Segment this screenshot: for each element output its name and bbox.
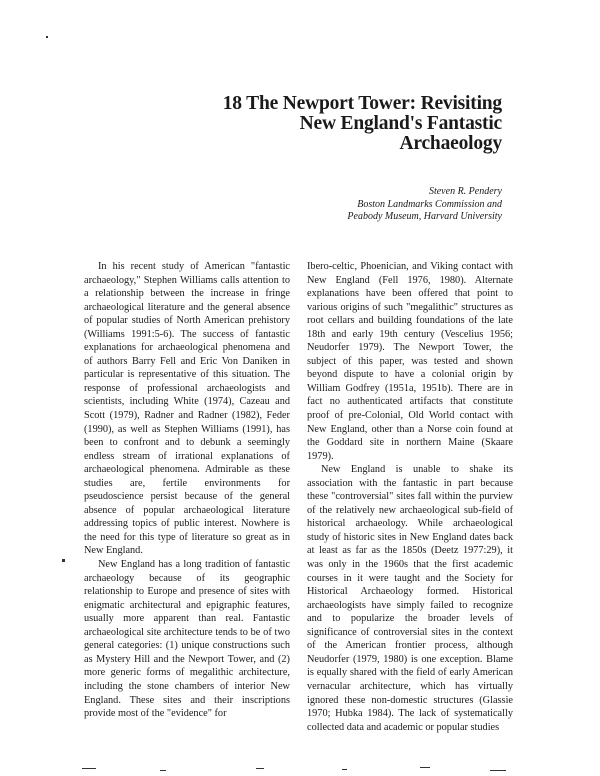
body-column-right [307, 260, 513, 734]
scan-speck [82, 768, 96, 769]
scan-speck [160, 770, 166, 771]
author-name: Steven R. Pendery [428, 186, 502, 197]
body-paragraph: New England has a long tradition of fantastic archaeology because of its geographic relationship to Europe and presence of sites with enigmatic architectural and epigraphic features, usually more apparent than real. Fantastic archaeological site architecture tends to be of two general categories: (1) unique constructions such as Mystery Hill and the Newport Tower, and (2) more generic forms of megalithic architecture, including the stone chambers of interior New England. These sites and their inscriptions provide most of the "evidence" for [84, 559, 290, 720]
author-block [347, 186, 502, 224]
chapter-title-line-3: Archaeology [399, 133, 502, 154]
scan-speck [46, 36, 48, 38]
chapter-title [223, 94, 502, 154]
scan-speck [62, 559, 65, 562]
scan-speck [256, 768, 264, 769]
body-column-left [84, 260, 290, 721]
body-paragraph: In his recent study of American "fantastic archaeology," Stephen Williams calls attention to a relationship between the increase in fringe archaeological literature and the general absence of popular studies of North American prehistory (Williams 1991:5-6). The success of fantastic explanations for archaeological phenomena and of authors Barry Fell and Eric Von Daniken in particular is representative of this situation. The response of professional archaeologists and scientists, including White (1974), Cazeau and Scott (1979), Radner and Radner (1982), Feder (1990), as well as Stephen Williams (1991), has been to confront and to debunk a seemingly endless stream of irrational explanations of archaeological phenomena. Admirable as these studies are, fertile environments for pseudoscience persist because of the general absence of popular archaeological literature addressing topics of public interest. Nowhere is the need for this type of literature so great as in New England. [84, 261, 290, 557]
body-paragraph: New England is unable to shake its association with the fantastic in part because these "controversial" sites fall within the purview of the relatively new archaeological sub-field of historical archaeology. While archaeological study of historic sites in New England dates back at least as far as the 1850s (Deetz 1977:29), it was only in the 1960s that the first academic courses in it were taught and the Society for Historical Archaeology formed. Historical archaeologists have simply failed to recognize and to popularize the broader levels of significance of controversial sites in the context of the American frontier process, although Neudorfer (1979, 1980) is one exception. Blame is equally shared with the field of early American vernacular architecture, which has virtually ignored these non-domestic structures (Glassie 1970; Hubka 1984). The lack of systematically collected data and academic or popular studies [307, 464, 513, 733]
author-affiliation-line-2: Peabody Museum, Harvard University [347, 211, 502, 222]
chapter-title-line-2: New England's Fantastic [299, 113, 502, 134]
author-affiliation-line-1: Boston Landmarks Commission and [357, 198, 502, 210]
body-paragraph: Ibero-celtic, Phoenician, and Viking contact with New England (Fell 1976, 1980). Alternate explanations have been offered that point to various origins of such "megalithic" structures as root cellars and building foundations of the late 18th and early 19th century (Vescelius 1956; Neudorfer 1979). The Newport Tower, the subject of this paper, was tested and shown beyond dispute to have a colonial origin by William Godfrey (1951a, 1951b). There are in fact no authenticated artifacts that constitute proof of pre-Colonial, Old World contact with New England, other than a Norse coin found at the Goddard site in northern Maine (Skaare 1979). [307, 261, 513, 462]
scan-speck [490, 770, 506, 771]
scan-speck [342, 769, 347, 770]
scan-speck [420, 767, 430, 768]
chapter-title-line-1: 18 The Newport Tower: Revisiting [222, 93, 502, 114]
